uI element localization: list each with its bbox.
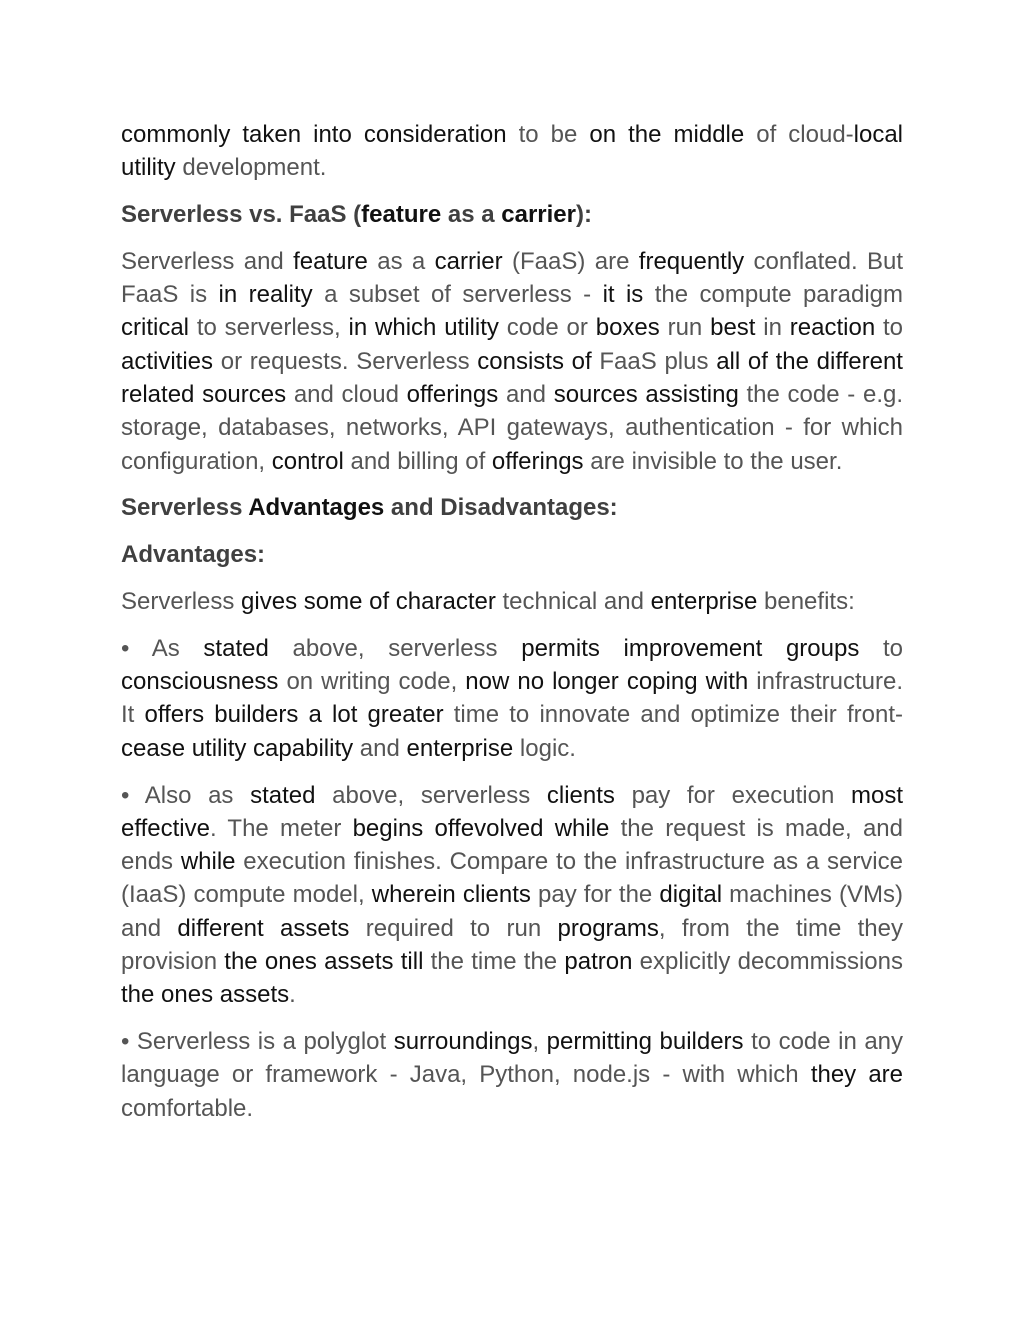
text-run: stated — [250, 781, 316, 809]
heading-advantages — [121, 538, 903, 571]
text-run: and cloud — [286, 381, 407, 409]
text-run: logic. — [513, 734, 576, 762]
text-run: while — [180, 848, 236, 876]
text-run: and billing of — [343, 447, 492, 475]
text-run: or requests. Serverless — [213, 347, 478, 375]
text-run: • Serverless is a polyglot — [121, 1028, 394, 1056]
text-run: Advantages: — [121, 541, 266, 569]
text-run: on writing code, — [278, 668, 466, 696]
text-run: to be — [506, 121, 590, 148]
text-run: feature — [361, 201, 442, 229]
text-run: execution finishes. Compare to the infrastructure as a service (IaaS) compute model, — [121, 848, 903, 909]
text-run: patron — [564, 948, 633, 976]
text-run: time to innovate and optimize their front- — [443, 701, 903, 729]
text-run: infrastructure. It — [121, 668, 903, 729]
text-run: Serverless — [121, 588, 242, 616]
bullet-focus-on-code — [121, 632, 903, 765]
text-run: offerings — [406, 381, 499, 409]
text-run: • Also as — [121, 781, 251, 809]
text-run: . — [289, 981, 296, 1009]
text-run: Serverless vs. FaaS ( — [121, 201, 362, 229]
text-run: programs — [557, 914, 659, 942]
text-run: explicitly decommissions — [632, 948, 903, 976]
text-run: above, serverless — [268, 634, 522, 662]
text-run: wherein clients — [371, 881, 531, 909]
text-run: carrier — [501, 201, 576, 229]
text-run: commonly taken into consideration — [121, 121, 507, 148]
text-run: best — [710, 314, 756, 342]
intro-continuation — [121, 118, 903, 185]
text-run: different assets — [177, 914, 350, 942]
text-run: offers builders a lot greater — [144, 701, 444, 729]
text-run: cease utility capability — [121, 734, 354, 762]
text-run: it is — [602, 281, 644, 309]
serverless-faas-body — [121, 245, 903, 478]
text-run: FaaS plus — [591, 347, 717, 375]
text-run: begins offevolved while — [352, 814, 610, 842]
text-run: permits improvement groups — [521, 634, 860, 662]
text-run: now no longer coping with — [465, 668, 749, 696]
text-run: and — [498, 381, 554, 409]
text-run: above, serverless — [315, 781, 547, 809]
text-run: . The meter — [209, 814, 353, 842]
text-run: enterprise — [406, 734, 514, 762]
text-run: carrier — [434, 247, 503, 275]
text-run: in which utility — [348, 314, 499, 342]
text-run: and Disadvantages: — [384, 494, 618, 522]
text-run: and — [353, 734, 407, 762]
text-run: pay for the — [530, 881, 660, 909]
text-run: boxes — [595, 314, 660, 342]
text-run: they are — [810, 1061, 904, 1089]
text-run: development. — [175, 154, 327, 182]
heading-serverless-vs-faas — [121, 198, 903, 231]
text-run: Serverless — [121, 494, 249, 522]
text-run: comfortable. — [121, 1094, 254, 1122]
heading-advantages-disadvantages — [121, 491, 903, 524]
text-run: frequently — [638, 247, 745, 275]
text-run: to — [859, 634, 904, 662]
text-run: the compute paradigm — [643, 281, 904, 309]
text-run: critical — [121, 314, 190, 342]
text-run: as a — [441, 201, 502, 229]
text-run: feature — [293, 247, 368, 275]
bullet-pay-for-execution — [121, 779, 903, 1012]
text-run: control — [271, 447, 344, 475]
text-run: Serverless and — [121, 247, 294, 275]
text-run: the time the — [423, 948, 565, 976]
text-run: gives some of character — [241, 588, 496, 616]
text-run: (FaaS) are — [502, 247, 639, 275]
text-run: local utility — [121, 121, 904, 182]
text-run: run — [659, 314, 711, 342]
text-run: to — [875, 314, 904, 342]
text-run: pay for execution — [614, 781, 851, 809]
text-run: of cloud- — [744, 121, 854, 148]
text-run: ): — [575, 201, 592, 229]
text-run: sources assisting — [553, 381, 739, 409]
text-run: consists of — [477, 347, 592, 375]
text-run: permitting builders — [546, 1028, 744, 1056]
text-run: , — [532, 1028, 547, 1056]
text-run: , from the time they provision — [121, 914, 903, 976]
text-run: the ones assets — [121, 981, 290, 1009]
text-run: offerings — [491, 447, 584, 475]
text-run: reaction — [789, 314, 876, 342]
text-run: code or — [498, 314, 596, 342]
text-run: the ones assets till — [224, 948, 424, 976]
text-run: consciousness — [121, 668, 279, 696]
text-run: in reality — [218, 281, 313, 309]
text-run: clients — [546, 781, 615, 809]
text-run: conflated. But FaaS is — [121, 247, 904, 309]
text-run: on the middle — [589, 121, 745, 148]
text-run: as a — [367, 247, 435, 275]
text-run: the code - e.g. storage, databases, networks, API gateways, authentication - for which configuration, — [121, 381, 904, 475]
text-run: technical and — [495, 588, 651, 616]
bullet-polyglot — [121, 1025, 903, 1125]
advantages-intro — [121, 585, 903, 618]
text-run: in — [755, 314, 790, 342]
text-run: activities — [121, 347, 214, 375]
text-run: benefits: — [757, 588, 855, 616]
text-run: to code in any language or framework - Java, Python, node.js - with which — [121, 1028, 904, 1089]
text-run: digital — [659, 881, 723, 909]
text-run: surroundings — [393, 1028, 533, 1056]
text-run: machines (VMs) and — [121, 881, 903, 942]
text-run: Advantages — [248, 494, 385, 522]
text-run: are invisible to the user. — [583, 447, 843, 475]
text-run: to serverless, — [189, 314, 349, 342]
text-run: enterprise — [650, 588, 758, 616]
text-run: a subset of serverless - — [312, 281, 603, 309]
text-run: required to run — [349, 914, 558, 942]
text-run: • As — [121, 634, 204, 662]
text-run: the request is made, and ends — [121, 814, 903, 876]
text-run: all of the different related sources — [121, 347, 903, 409]
text-run: stated — [203, 634, 269, 662]
document-page — [121, 118, 903, 1139]
text-run: most effective — [121, 781, 903, 842]
